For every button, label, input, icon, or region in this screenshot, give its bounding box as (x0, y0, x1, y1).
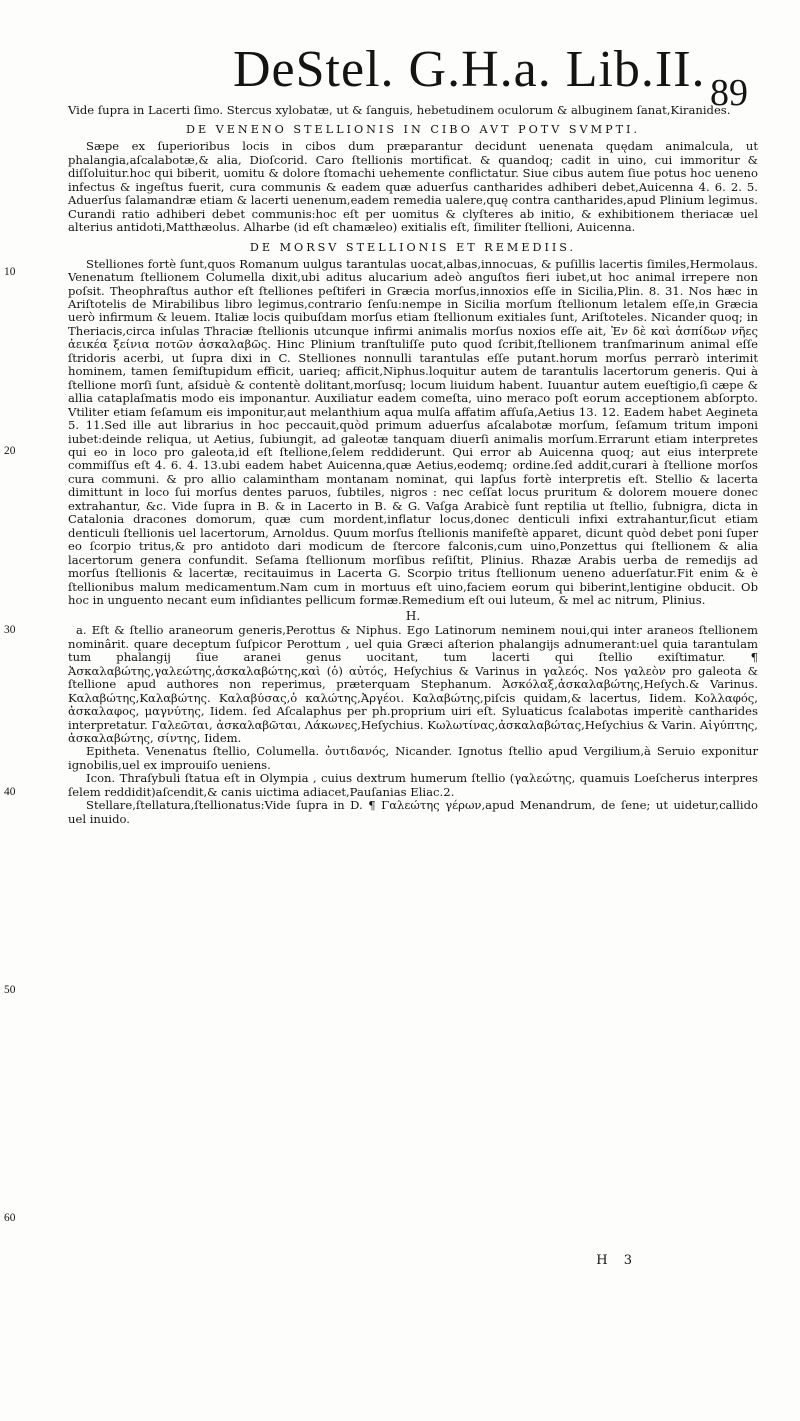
paragraph-a: a. Eſt & ſtellio araneorum generis,Perottus & Niphus. Ego Latinorum neminem noui,qui inter araneos ſtellionem nominârit. quare deceptum ſuſpicor Perottum , uel quia Græci aſterion phalangijs adnumerant:uel quia tarantulam tum phalangij ſiue aranei genus uocitant, tum lacerti qui ſtellio exiſtimatur. ¶ Ἀσκαλαβώτης,γαλεώτης,ἀσκαλαβώτης,καὶ (ὁ) αὐτός, Heſychius & Varinus in γαλεός. Nos γαλεὸν pro galeota & ſtellione apud authores non reperimus, præterquam Stephanum. Ἀσκόλαξ,ἀσκαλαβώτης,Heſych.& Varinus. Καλαβώτης,Καλαβώτης. Καλαβύσας,ὁ καλώτης,Ἀργέοι. Καλαβώτης,piſcis quidam,& lacertus, Iidem. Κολλαφός, ἀσκαλαφος, μαγνύτης, Iidem. ſed Aſcalaphus per ph.proprium uiri eſt. Syluaticus ſcalabotas imperitè cantharides interpretatur. Γαλεῶται, ἀσκαλαβῶται, Λάκωνες,Heſychius. Κωλωτίνας,ἀσκαλαβώτας,Heſychius & Varin. Αἰγύπτης, ἀσκαλαβώτης, σίντης, Iidem. (68, 623, 758, 746)
running-title: DeStel. G.H.a. Lib.II. (233, 41, 706, 98)
section-heading-h: H. (405, 609, 421, 624)
paragraph-morsu: Stelliones fortè ſunt,quos Romanum uulgus tarantulas uocat,albas,innocuas, & puſillis lacertis ſimiles,Hermolaus. Venenatum ſtellionem Columella dixit,ubi aditus alucarium adeò anguſtos fieri iubet,ut hoc animal irrepere non poſsit. Theophraſtus author eſt ſtelliones peſtiferi in Græcia morſus,innoxios eſſe in Sicilia,Plin. 8. 31. Nos hæc in Ariſtotelis de Mirabilibus libro legimus,contrario ſenſu:nempe in Sicilia morſum ſtellionum letalem eſſe,in Græcia uerò infirmum & leuem. Italiæ locis quibuſdam morſus etiam ſtellionum exitiales ſunt, Ariſtoteles. Nicander quoq; in Theriacis,circa inſulas Thraciæ ſtellionis utcunque infirmi animalis morſus noxios eſſe ait, Ἐν δὲ καὶ ἀσπίδων νῆες ἀεικέα ξείνια ποτῶν ἀσκαλαβῶς. Hinc Plinium tranſtuliſſe puto quod ſcribit,ſtellionem tranſmarinum animal eſſe ſtridoris acerbi, ut ſupra dixi in C. Stelliones nonnulli tarantulas eſſe putant.horum morſus perrarò interimit hominem, tamen ſemiſtupidum efficit, uarieq; afficit,Niphus.loquitur autem de tarantulis lacertorum generis. Qui à ſtellione morſi ſunt, aſsiduè & contentè dolitant,morſusq; locum liuidum habent. Iuuantur autem eueſtigio,ſi cæpe & allia cataplaſmatis modo eis imponantur. Auxiliatur eadem comeſta, uino meraco poſt eorum acceptionem abſorpto. Vtiliter etiam ſeſamum eis imponitur,aut melanthium aqua mulſa affatim afſuſa,Aetius 13. 12. Eadem habet Aegineta 5. 11.Sed ille aut librarius in hoc peccauit,quòd primum aduerſus aſcalabotæ morſum, ſeſamum tritum imponi iubet:deinde reliqua, ut Aetius, ſubiungit, ad galeotæ tanquam diuerſi animalis morſum.Errarunt etiam interpretes qui eo in loco pro galeota,id eſt ſtellione,ſelem reddiderunt. Qui error ab Auicenna quoq; aut eius interprete commiſſus eſt 4. 6. 4. 13.ubi eadem habet Auicenna,quæ Aetius,eodemq; ordine.ſed addit,curari à ſtellione morſos cura communi. & pro allio calamintham montanam nominat, qui lapſus fortè interpretis eſt. Stellio & lacerta dimittunt in loco ſui morſus dentes paruos, ſubtiles, nigros : nec ceſſat locus pruritum & dolorem mouere donec extrahantur, &c. Vide ſupra in B. & in Lacerto in B. & G. Vaſga Arabicè ſunt reptilia ut ſtellio, ſubnigra, dicta in Catalonia dracones domorum, quæ cum mordent,inflatur locus,donec denticuli infixi extrahantur,ſicut etiam denticuli ſtellionis uel lacertorum, Arnoldus. Quum morſus ſtellionis manifeſtè apparet, dicunt quòd debet poni ſuper eo ſcorpio tritus,& pro antidoto dari modicum de ſtercore falconis,cum uino,Ponzettus qui ſtellionem & alia lacertorum genera confundit. Seſama ſtellionum morſibus reſiſtit, Plinius. Rhazæ Arabis uerba de remedijs ad morſus ſtellionis & lacertæ, recitauimus in Lacerta G. Scorpio tritus ſtellionum ueneno aduerſatur.Fit enim & è ſtellionibus malum medicamentum.Nam cum in mortuus eſt uino,faciem eorum qui biberint,lentigine obducit. Ob hoc in unguento necant eum inſidiantes pellicum formæ.Remedium eſt oui luteum, & mel ac nitrum, Plinius. (68, 256, 758, 607)
section-heading-veneno: DE VENENO STELLIONIS IN CIBO AVT POTV SVMPTI. (185, 123, 641, 137)
line-number-20: 20 (4, 445, 16, 457)
line-number-60: 60 (4, 1212, 16, 1224)
paragraph-epitheta: Epitheta. Venenatus ſtellio, Columella. ὀυτιδανός, Nicander. Ignotus ſtellio apud Vergilium,à Seruio exponitur ignobilis,uel ex improuiſo ueniens. (68, 744, 758, 772)
line-number-50: 50 (4, 984, 16, 996)
page-body (4, 103, 758, 1224)
line-number-40: 40 (4, 786, 16, 798)
line-number-10: 10 (4, 266, 16, 278)
section-heading-morsu: DE MORSV STELLIONIS ET REMEDIIS. (249, 240, 577, 254)
intro-paragraph: Vide ſupra in Lacerti ſimo. Stercus xylobatæ, ut & ſanguis, hebetudinem oculorum & albuginem ſanat,Kiranides. (68, 103, 731, 117)
paragraph-veneno: Sæpe ex ſuperioribus locis in cibos dum præparantur decidunt uenenata quędam animalcula, ut phalangia,aſcalabotæ,& alia, Dioſcorid. Caro ſtellionis mortificat. & quandoq; cadit in uino, cui immoritur & diſſoluitur.hoc qui biberit, uomitu & dolore ſtomachi uehemente conflictatur. Siue cibus autem ſiue potus hoc ueneno infectus & ingeſtus fuerit, cura communis & eadem quæ aduerſus cantharides adhiberi debet,Auicenna 4. 6. 2. 5. Aduerſus ſalamandræ etiam & lacerti uenenum,eadem remedia ualere,quę contra cantharides,apud Plinium legimus. Curandi ratio adhiberi debet communis:hoc eſt per uomitus & clyſteres ab initio, & exhibitionem theriacæ uel alterius antidoti,Matthæolus. Alharbe (id eſt chamæleo) exitialis eſt, ſimiliter ſtellioni, Auicenna. (68, 139, 758, 235)
paragraph-icon: Icon. Thraſybuli ſtatua eſt in Olympia , cuius dextrum humerum ſtellio (γαλεώτης, quamuis Loeſcherus interpres ſelem reddidit)aſcendit,& canis uictima adiacet,Pauſanias Eliac.2. (68, 771, 758, 799)
signature-mark: H 3 (596, 1253, 638, 1268)
paragraph-stellare: Stellare,ſtellatura,ſtellionatus:Vide ſupra in D. ¶ Γαλεώτης γέρων,apud Menandrum, de ſene; ut uidetur,callido uel inuido. (68, 798, 758, 826)
line-number-30: 30 (4, 624, 16, 636)
page-number: 89 (710, 72, 748, 114)
